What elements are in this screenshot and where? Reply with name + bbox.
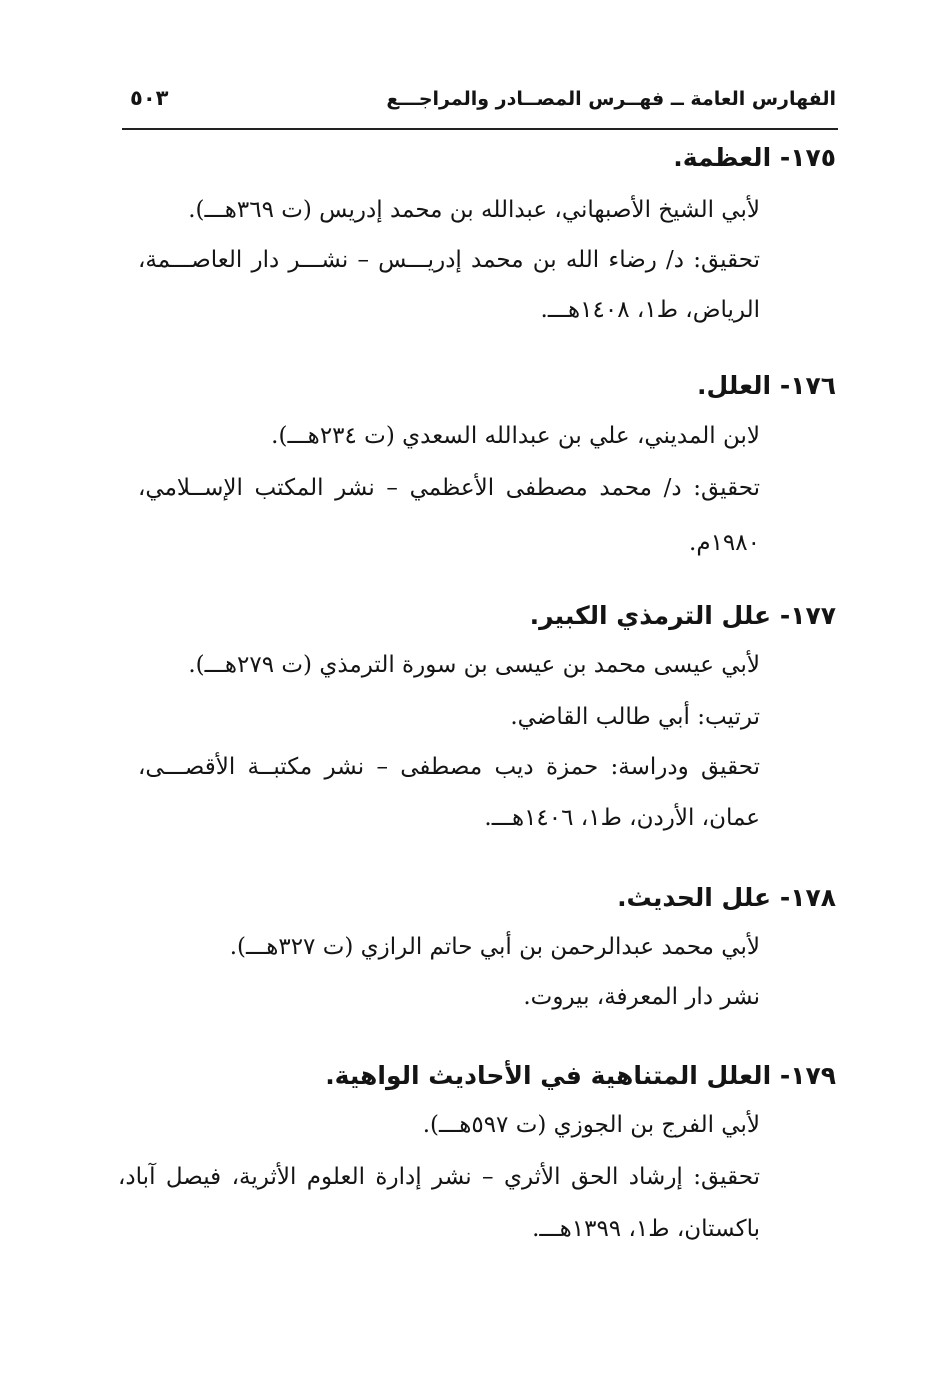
bibliography-entry-175 xyxy=(138,140,836,340)
entry-title: ١٧٨- علل الحديث. xyxy=(617,883,836,912)
entry-title: ١٧٩- العلل المتناهية في الأحاديث الواهية. xyxy=(325,1061,836,1090)
entry-line: باكستان، ط١، ١٣٩٩هـــ. xyxy=(532,1216,760,1242)
bibliography-entry-176 xyxy=(138,368,836,568)
entry-line: لأبي محمد عبدالرحمن بن أبي حاتم الرازي (ت ٣٢٧هـــ). xyxy=(229,934,760,960)
bibliography-entry-179 xyxy=(118,1058,836,1258)
entry-title: ١٧٥- العظمة. xyxy=(673,143,836,172)
entry-line: لأبي الفرج بن الجوزي (ت ٥٩٧هـــ). xyxy=(422,1112,760,1138)
page-header xyxy=(122,84,838,124)
page-number: ٥٠٣ xyxy=(130,86,169,110)
entry-line: ١٩٨٠م. xyxy=(689,530,760,556)
entry-line: الرياض، ط١، ١٤٠٨هـــ. xyxy=(540,297,760,323)
entry-line: تحقيق: د/ رضاء الله بن محمد إدريـــس – نشـــر دار العاصـــمة، xyxy=(138,247,760,273)
running-title: الفهارس العامة ــ فهــرس المصــادر والمراجـــع xyxy=(386,88,836,110)
entry-line: لأبي الشيخ الأصبهاني، عبدالله بن محمد إدريس (ت ٣٦٩هـــ). xyxy=(188,197,760,223)
bibliography-entry-177 xyxy=(138,598,836,858)
header-rule xyxy=(122,128,838,130)
entry-line: تحقيق: د/ محمد مصطفى الأعظمي – نشر المكتب الإســلامي، xyxy=(138,475,760,501)
entry-title: ١٧٧- علل الترمذي الكبير. xyxy=(529,601,836,630)
entry-line: ترتيب: أبي طالب القاضي. xyxy=(510,704,760,730)
entry-line: عمان، الأردن، ط١، ١٤٠٦هـــ. xyxy=(484,805,760,831)
entry-line: نشر دار المعرفة، بيروت. xyxy=(523,984,760,1010)
entry-line: تحقيق: إرشاد الحق الأثري – نشر إدارة العلوم الأثرية، فيصل آباد، xyxy=(118,1164,760,1190)
entry-title: ١٧٦- العلل. xyxy=(697,371,836,400)
entry-line: لأبي عيسى محمد بن عيسى بن سورة الترمذي (ت ٢٧٩هـــ). xyxy=(188,652,760,678)
entry-line: تحقيق ودراسة: حمزة ديب مصطفى – نشر مكتبــة الأقصـــى، xyxy=(138,754,760,780)
entry-line: لابن المديني، علي بن عبدالله السعدي (ت ٢٣٤هـــ). xyxy=(271,423,760,449)
bibliography-entry-178 xyxy=(156,880,836,1020)
